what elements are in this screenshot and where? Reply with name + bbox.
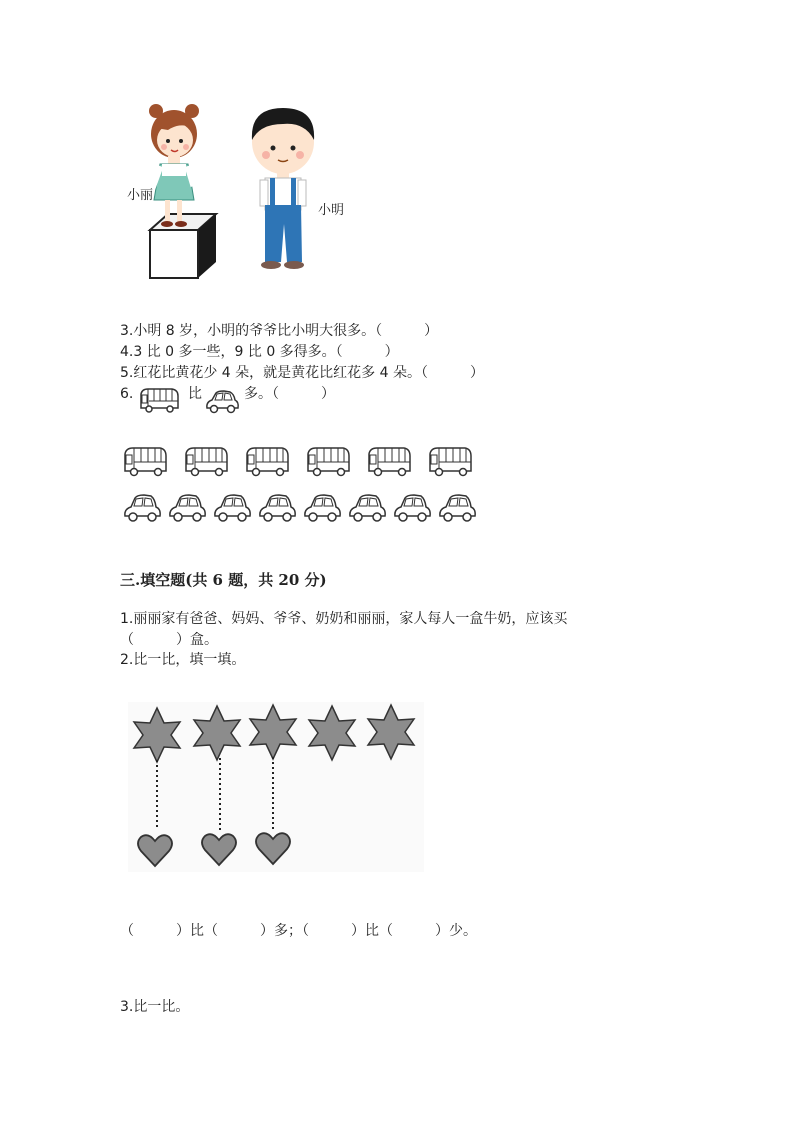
star-icon (309, 706, 355, 760)
question-4: 4.3 比 0 多一些，9 比 0 多得多。（ ） (120, 344, 399, 360)
car-icon (204, 388, 240, 416)
question-6-compare: 比 (188, 386, 202, 402)
question-6-number: 6. (120, 386, 134, 402)
fill-question-2: 2.比一比，填一填。 (120, 652, 246, 668)
car-row (122, 492, 482, 526)
heart-icon (202, 834, 236, 865)
bus-icon (369, 448, 410, 476)
car-icon (170, 495, 205, 521)
boy-label: 小明 (318, 203, 345, 218)
car-icon (125, 495, 160, 521)
car-icon (305, 495, 340, 521)
stars-hearts-figure (128, 702, 424, 872)
star-icon (134, 708, 180, 762)
car-icon (440, 495, 475, 521)
star-icon (368, 705, 414, 759)
bus-icon (430, 448, 471, 476)
bus-row (122, 445, 482, 479)
star-icon (194, 706, 240, 760)
car-icon (215, 495, 250, 521)
heart-icon (138, 835, 172, 866)
car-icon (260, 495, 295, 521)
bus-icon (308, 448, 349, 476)
bus-icon (247, 448, 288, 476)
bus-icon (125, 448, 166, 476)
bus-icon (186, 448, 227, 476)
fill-question-1-line-2: （ ）盒。 (120, 632, 218, 648)
fill-question-2-answer: （ ）比（ ）多；（ ）比（ ）少。 (120, 923, 477, 939)
heart-icon (256, 833, 290, 864)
star-icon (250, 705, 296, 759)
girl-label: 小丽 (127, 188, 154, 203)
car-icon (395, 495, 430, 521)
question-3: 3.小明 8 岁，小明的爷爷比小明大很多。（ ） (120, 323, 439, 339)
section-heading: 三.填空题(共 6 题，共 20 分) (120, 571, 327, 589)
fill-question-1-line-1: 1.丽丽家有爸爸、妈妈、爷爷、奶奶和丽丽，家人每人一盒牛奶，应该买 (120, 611, 568, 627)
stars-hearts-drawing (128, 702, 424, 872)
bus-icons (122, 445, 482, 479)
car-icon (350, 495, 385, 521)
question-6 (120, 384, 480, 418)
car-icons (122, 492, 482, 526)
question-6-rest: 多。（ ） (244, 386, 335, 402)
fill-question-3: 3.比一比。 (120, 999, 190, 1015)
question-5: 5.红花比黄花少 4 朵，就是黄花比红花多 4 朵。（ ） (120, 365, 484, 381)
bus-icon (138, 386, 180, 414)
